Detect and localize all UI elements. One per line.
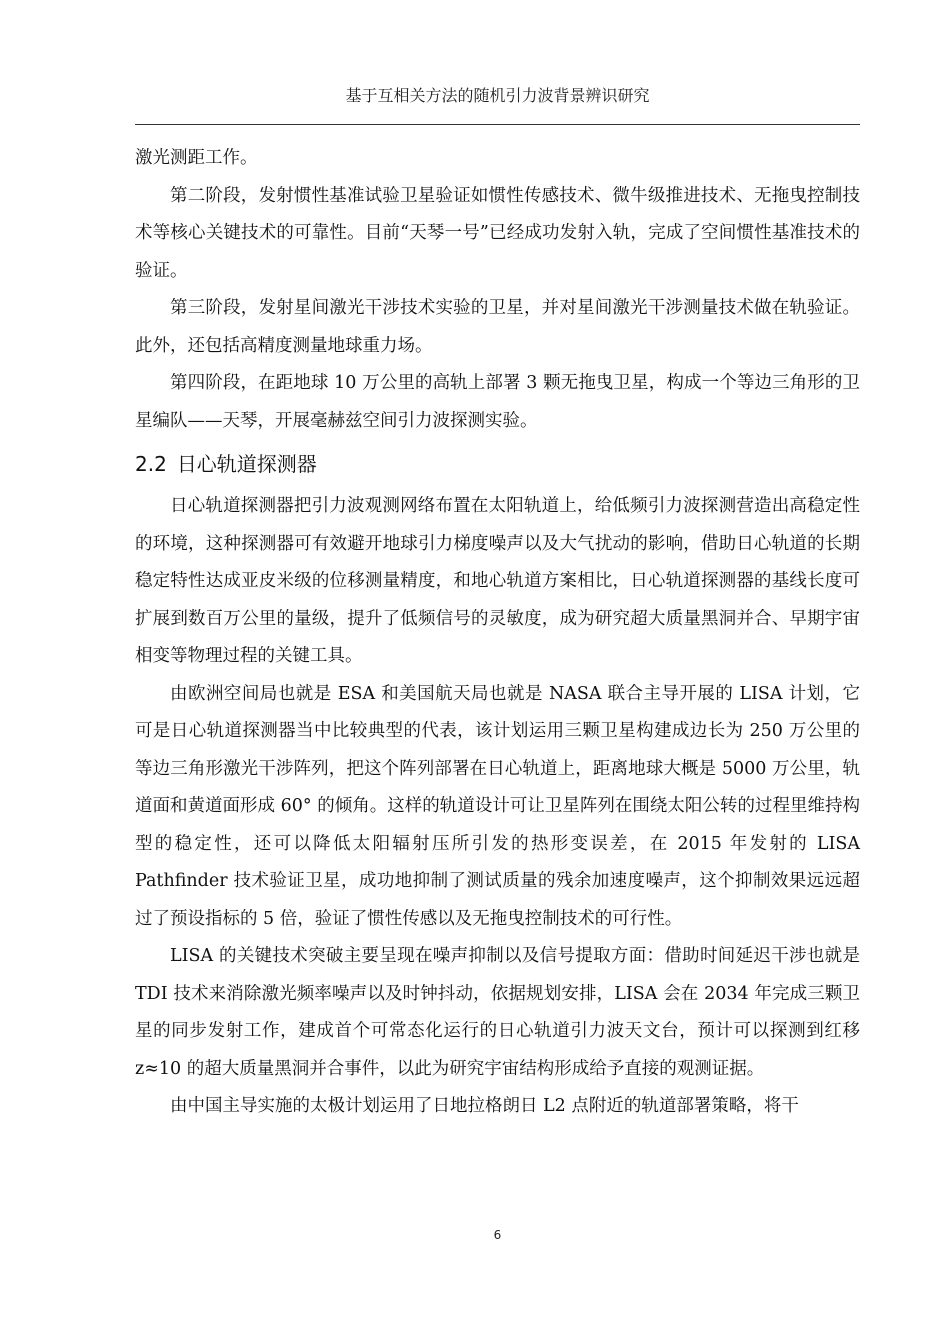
paragraph: 日心轨道探测器把引力波观测网络布置在太阳轨道上，给低频引力波探测营造出高稳定性的环境，这种探测器可有效避开地球引力梯度噪声以及大气扰动的影响，借助日心轨道的长期稳定特性达成亚皮米级的位移测量精度，和地心轨道方案相比，日心轨道探测器的基线长度可扩展到数百万公里的量级，提升了低频信号的灵敏度，成为研究超大质量黑洞并合、早期宇宙相变等物理过程的关键工具。 (135, 496, 860, 666)
paragraph: 由中国主导实施的太极计划运用了日地拉格朗日 L2 点附近的轨道部署策略，将干 (170, 1096, 799, 1116)
paragraph: LISA 的关键技术突破主要呈现在噪声抑制以及信号提取方面：借助时间延迟干涉也就是 TDI 技术来消除激光频率噪声以及时钟抖动，依据规划安排，LISA 会在 2034 年完成三颗卫星的同步发射工作，建成首个可常态化运行的日心轨道引力波天文台，预计可以探测到红移 z≈10 的超大质量黑洞并合事件，以此为研究宇宙结构形成给予直接的观测证据。 (135, 946, 860, 1079)
page-number: 6 (493, 1228, 502, 1242)
paragraph: 由欧洲空间局也就是 ESA 和美国航天局也就是 NASA 联合主导开展的 LISA 计划，它可是日心轨道探测器当中比较典型的代表，该计划运用三颗卫星构建成边长为 250 万公里的等边三角形激光干涉阵列，把这个阵列部署在日心轨道上，距离地球大概是 5000 万公里，轨道面和黄道面形成 60° 的倾角。这样的轨道设计可让卫星阵列在围绕太阳公转的过程里维持构型的稳定性，还可以降低太阳辐射压所引发的热形变误差，在 2015 年发射的 LISA Pathfinder 技术验证卫星，成功地抑制了测试质量的残余加速度噪声，这个抑制效果远远超过了预设指标的 5 倍，验证了惯性传感以及无拖曳控制技术的可行性。 (135, 683, 860, 929)
paragraph: 激光测距工作。 (135, 148, 258, 168)
paragraph: 第二阶段，发射惯性基准试验卫星验证如惯性传感技术、微牛级推进技术、无拖曳控制技术等核心关键技术的可靠性。目前“天琴一号”已经成功发射入轨，完成了空间惯性基准技术的验证。 (135, 185, 860, 281)
paragraph: 第四阶段，在距地球 10 万公里的高轨上部署 3 颗无拖曳卫星，构成一个等边三角形的卫星编队——天琴，开展毫赫兹空间引力波探测实验。 (135, 373, 860, 431)
section-heading (135, 444, 860, 484)
section-number: 2.2 (135, 452, 167, 476)
running-header: 基于互相关方法的随机引力波背景辨识研究 (345, 86, 650, 105)
body-text (135, 140, 860, 1126)
paragraph: 第三阶段，发射星间激光干涉技术实验的卫星，并对星间激光干涉测量技术做在轨验证。此外，还包括高精度测量地球重力场。 (135, 298, 860, 356)
header-divider (135, 124, 860, 125)
section-title: 日心轨道探测器 (176, 452, 317, 476)
